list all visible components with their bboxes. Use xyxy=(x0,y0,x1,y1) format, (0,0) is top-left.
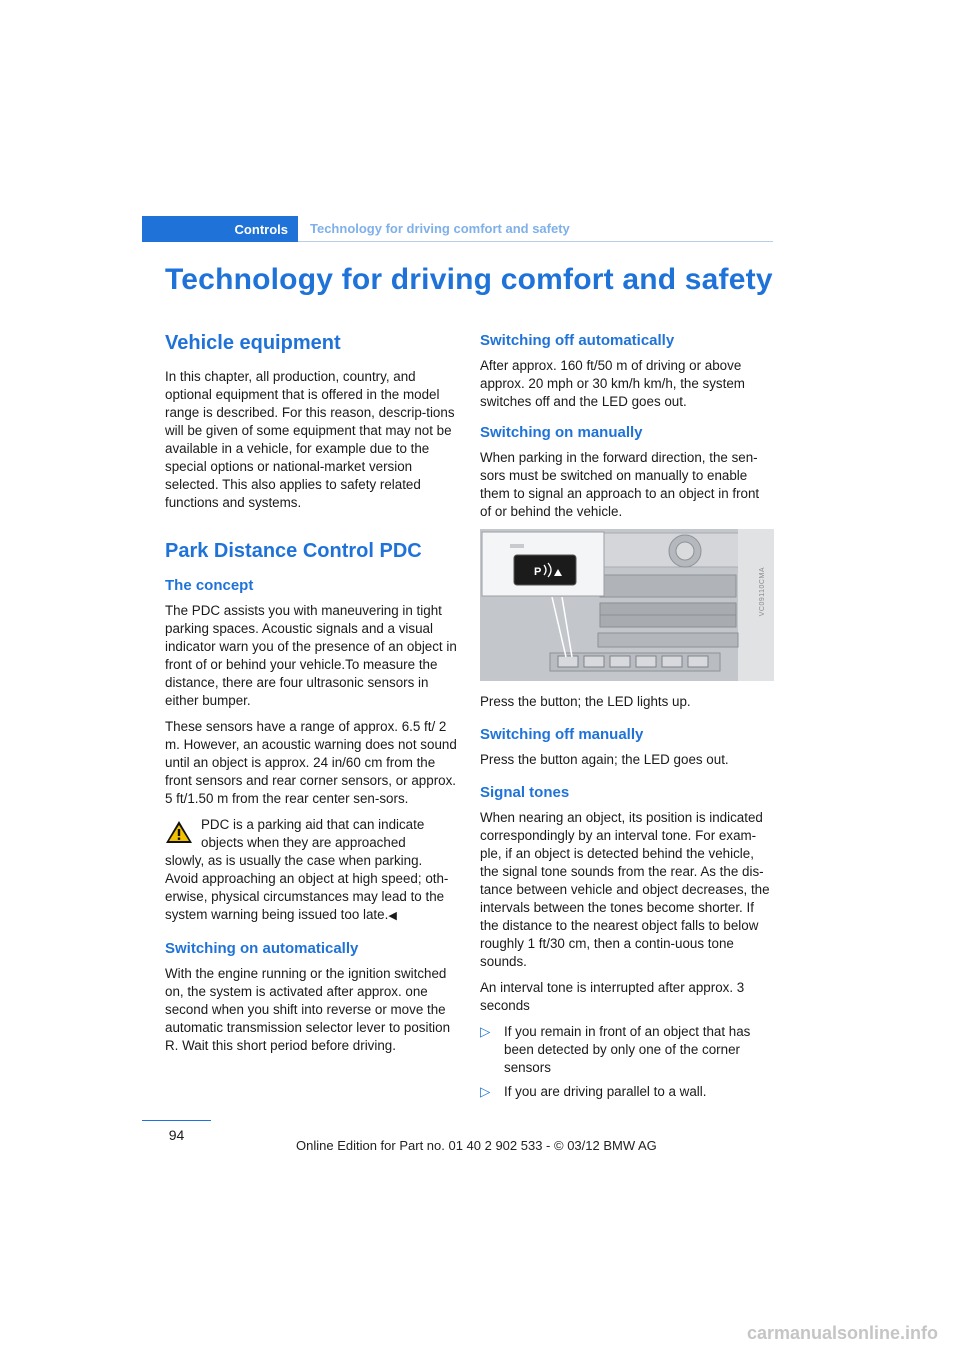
warning-text: slowly, as is usually the case when parking. Avoid approaching an object at high speed; oth-erwise, physical circumstances may lead to the system warning being issued too late. xyxy=(165,853,449,922)
switch-off-auto-text: After approx. 160 ft/50 m of driving or above approx. 20 mph or 30 km/h km/h, the system switches off and the LED goes out. xyxy=(480,358,745,409)
switch-off-manual-heading: Switching off manually xyxy=(480,726,644,743)
list-item xyxy=(480,1023,773,1077)
end-mark: ◀ xyxy=(388,910,397,922)
concept-paragraph-1: The PDC assists you with maneuvering in tight parking spaces. Acoustic signals and a visual indicator warn you of the presence of an object in front of or behind your vehicle.To measure the distance, there are four ultrasonic sensors in either bumper. xyxy=(165,603,457,708)
pdc-button-illustration xyxy=(480,529,774,681)
page-title: Technology for driving comfort and safety xyxy=(165,263,773,296)
press-button-text: Press the button; the LED lights up. xyxy=(480,694,691,709)
signal-tones-paragraph-1: When nearing an object, its position is indicated correspondingly by an interval tone. For exam-ple, if an object is detected behind the vehicle, the signal tone sounds from the rear. As the dis-tance between vehicle and object decreases, the intervals between the tones become shorter. If the distance to the nearest object falls to below roughly 1 ft/30 cm, then a contin-uous tone sounds. xyxy=(480,810,770,969)
vehicle-equipment-heading: Vehicle equipment xyxy=(165,332,341,354)
list-item xyxy=(480,1083,773,1101)
dashboard-console-drawing xyxy=(480,529,774,681)
warning-lead-text: PDC is a parking aid that can indicate objects when they are approached xyxy=(201,817,425,850)
switch-off-manual-text: Press the button again; the LED goes out. xyxy=(480,752,729,767)
concept-heading: The concept xyxy=(165,577,254,594)
concept-paragraph-2: These sensors have a range of approx. 6.5 ft/ 2 m. However, an acoustic warning does not sound until an object is approx. 24 in/60 cm from the front sensors and rear corner sensors, or approx. 5 ft/1.50 m from the rear center sen-sors. xyxy=(165,719,457,806)
switch-on-manual-text: When parking in the forward direction, the sen-sors must be switched on manually to enable them to signal an approach to an object in front of or behind the vehicle. xyxy=(480,450,760,519)
header-chapter-label: Technology for driving comfort and safety xyxy=(310,221,570,236)
edition-footer: Online Edition for Part no. 01 40 2 902 533 - © 03/12 BMW AG xyxy=(296,1138,657,1153)
switch-on-auto-text: With the engine running or the ignition switched on, the system is activated after approx. one second when you shift into reverse or move the automatic transmission selector lever to position R. Wait this short period before driving. xyxy=(165,966,451,1053)
page-number: 94 xyxy=(168,1127,185,1143)
warning-note xyxy=(165,816,458,925)
bullet-arrow-icon: ▷ xyxy=(480,1024,491,1039)
header-section-label: Controls xyxy=(142,216,298,242)
right-column xyxy=(480,331,773,1107)
footer-rule xyxy=(142,1120,211,1121)
list-item-text: If you are driving parallel to a wall. xyxy=(504,1084,707,1099)
switch-off-auto-heading: Switching off automatically xyxy=(480,332,675,349)
switch-on-auto-heading: Switching on automatically xyxy=(165,940,359,957)
switch-on-manual-heading: Switching on manually xyxy=(480,424,643,441)
warning-triangle-icon xyxy=(165,820,193,844)
watermark: carmanualsonline.info xyxy=(746,1323,938,1343)
image-code: VC09110CMA xyxy=(759,567,766,617)
signal-tones-paragraph-2: An interval tone is interrupted after approx. 3 seconds xyxy=(480,980,745,1013)
running-header xyxy=(142,216,773,242)
list-item-text: If you remain in front of an object that has been detected by only one of the corner sensors xyxy=(504,1024,751,1075)
header-rule xyxy=(298,241,773,242)
vehicle-equipment-text: In this chapter, all production, country, and optional equipment that is offered in the model range is described. For this reason, descrip-tions will be given of some equipment that may not be available in a vehicle, for example due to the special options or national-market version selected. This also applies to safety related functions and systems. xyxy=(165,369,455,510)
bullet-arrow-icon: ▷ xyxy=(480,1084,491,1099)
pdc-heading: Park Distance Control PDC xyxy=(165,540,422,562)
signal-tones-heading: Signal tones xyxy=(480,784,570,801)
left-column xyxy=(165,330,458,1063)
svg-text:P: P xyxy=(534,566,542,578)
